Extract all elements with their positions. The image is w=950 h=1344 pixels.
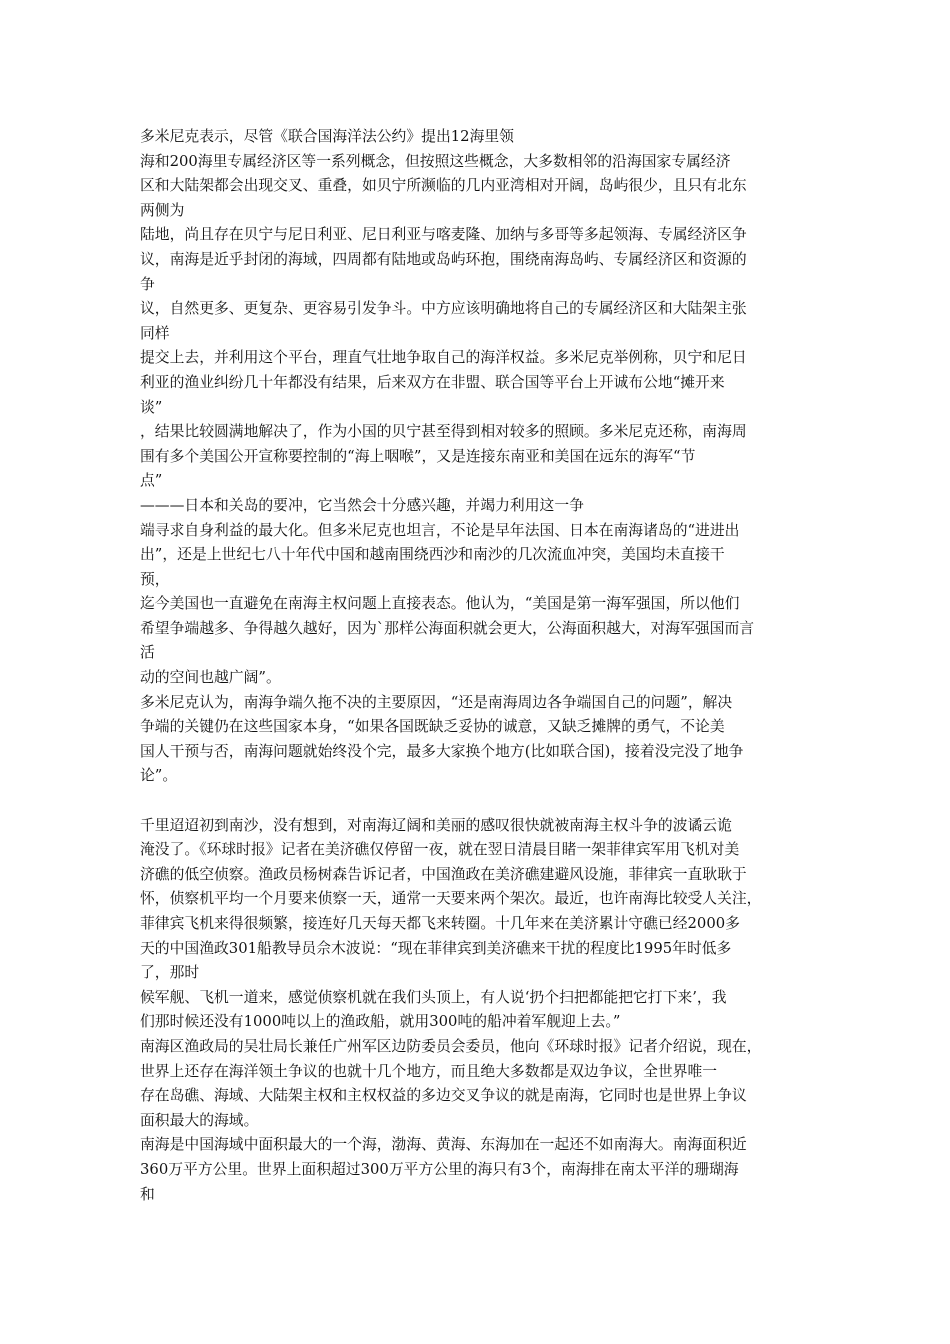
text-line: 陆地，尚且存在贝宁与尼日利亚、尼日利亚与喀麦隆、加纳与多哥等多起领海、专属经济区争 [140, 226, 747, 244]
text-line: 存在岛礁、海域、大陆架主权和主权权益的多边交叉争议的就是南海，它同时也是世界上争议 [140, 1087, 747, 1105]
text-line: 迄今美国也一直避免在南海主权问题上直接表态。他认为，“美国是第一海军强国，所以他们 [140, 595, 740, 613]
text-line: 活 [140, 644, 155, 662]
text-line: 世界上还存在海洋领土争议的也就十几个地方，而且绝大多数都是双边争议，全世界唯一 [140, 1062, 718, 1080]
text-line: 同样 [140, 324, 170, 342]
text-line: 和 [140, 1185, 155, 1203]
text-line: 们那时候还没有1000吨以上的渔政船，就用300吨的船冲着军舰迎上去。” [140, 1013, 621, 1031]
text-line: 动的空间也越广阔”。 [140, 669, 281, 687]
text-line: 提交上去，并利用这个平台，理直气壮地争取自己的海洋权益。多米尼克举例称，贝宁和尼日 [140, 349, 747, 367]
text-line: 争 [140, 275, 155, 293]
text-line: 淹没了。《环球时报》记者在美济礁仅停留一夜，就在翌日清晨目睹一架菲律宾军用飞机对美 [140, 841, 740, 859]
text-line: 了，那时 [140, 964, 200, 982]
text-line: 利亚的渔业纠纷几十年都没有结果，后来双方在非盟、联合国等平台上开诚布公地“摊开来 [140, 373, 725, 391]
text-line: 候军舰、飞机一道来，感觉侦察机就在我们头顶上，有人说‘扔个扫把都能把它打下来’，我 [140, 988, 727, 1006]
text-line: 360万平方公里。世界上面积超过300万平方公里的海只有3个，南海排在南太平洋的珊瑚海 [140, 1160, 739, 1178]
text-line: 国人干预与否，南海问题就始终没个完，最多大家换个地方(比如联合国)，接着没完没了地争 [140, 742, 744, 760]
text-line: 出”，还是上世纪七八十年代中国和越南围绕西沙和南沙的几次流血冲突，美国均未直接干 [140, 546, 725, 564]
text-line: 怀，侦察机平均一个月要来侦察一天，通常一天要来两个架次。最近，也许南海比较受人关注， [140, 890, 762, 908]
text-line: 预， [140, 570, 170, 588]
text-line: 南海区渔政局的吴壮局长兼任广州军区边防委员会委员，他向《环球时报》记者介绍说，现在， [140, 1037, 762, 1055]
text-line: 议，南海是近乎封闭的海域，四周都有陆地或岛屿环抱，围绕南海岛屿、专属经济区和资源的 [140, 250, 747, 268]
text-line: 菲律宾飞机来得很频繁，接连好几天每天都飞来转圈。十几年来在美济累计守礁已经2000多 [140, 915, 740, 932]
text-line: 围有多个美国公开宣称要控制的“海上咽喉”，又是连接东南亚和美国在远东的海军“节 [140, 447, 696, 465]
text-line: 争端的关键仍在这些国家本身，“如果各国既缺乏妥协的诚意，又缺乏摊牌的勇气，不论美 [140, 718, 725, 736]
text-line: 海和200海里专属经济区等一系列概念，但按照这些概念，大多数相邻的沿海国家专属经济 [140, 152, 731, 170]
text-line: 南海是中国海域中面积最大的一个海，渤海、黄海、东海加在一起还不如南海大。南海面积近 [140, 1136, 747, 1154]
text-line: ———日本和关岛的要冲，它当然会十分感兴趣，并竭力利用这一争 [140, 496, 584, 514]
text-line: 希望争端越多、争得越久越好，因为`那样公海面积就会更大，公海面积越大，对海军强国而言 [140, 619, 755, 637]
text-line: 面积最大的海域。 [140, 1111, 259, 1129]
text-line: 议，自然更多、更复杂、更容易引发争斗。中方应该明确地将自己的专属经济区和大陆架主张 [140, 300, 747, 318]
text-line: 点” [140, 472, 163, 490]
document-body [140, 125, 816, 1207]
text-line: 千里迢迢初到南沙，没有想到，对南海辽阔和美丽的感叹很快就被南海主权斗争的波谲云诡 [140, 816, 732, 834]
text-line: 多米尼克表示，尽管《联合国海洋法公约》提出12海里领 [140, 128, 514, 145]
paragraph-gap [140, 789, 816, 814]
text-line: 区和大陆架都会出现交叉、重叠，如贝宁所濒临的几内亚湾相对开阔，岛屿很少，且只有北东 [140, 177, 747, 195]
text-line: 济礁的低空侦察。渔政员杨树森告诉记者，中国渔政在美济礁建避风设施，菲律宾一直耿耿于 [140, 865, 747, 883]
text-line: 两侧为 [140, 201, 185, 219]
text-line: 多米尼克认为，南海争端久拖不决的主要原因，“还是南海周边各争端国自己的问题”，解决 [140, 693, 733, 711]
text-line: 天的中国渔政301船教导员佘木波说：“现在菲律宾到美济礁来干扰的程度比1995年时低多 [140, 939, 732, 957]
text-line: 端寻求自身利益的最大化。但多米尼克也坦言，不论是早年法国、日本在南海诸岛的“进进出 [140, 521, 740, 539]
text-line: 论”。 [140, 767, 178, 785]
text-line: ，结果比较圆满地解决了，作为小国的贝宁甚至得到相对较多的照顾。多米尼克还称，南海周 [140, 423, 747, 441]
text-line: 谈” [140, 398, 163, 416]
